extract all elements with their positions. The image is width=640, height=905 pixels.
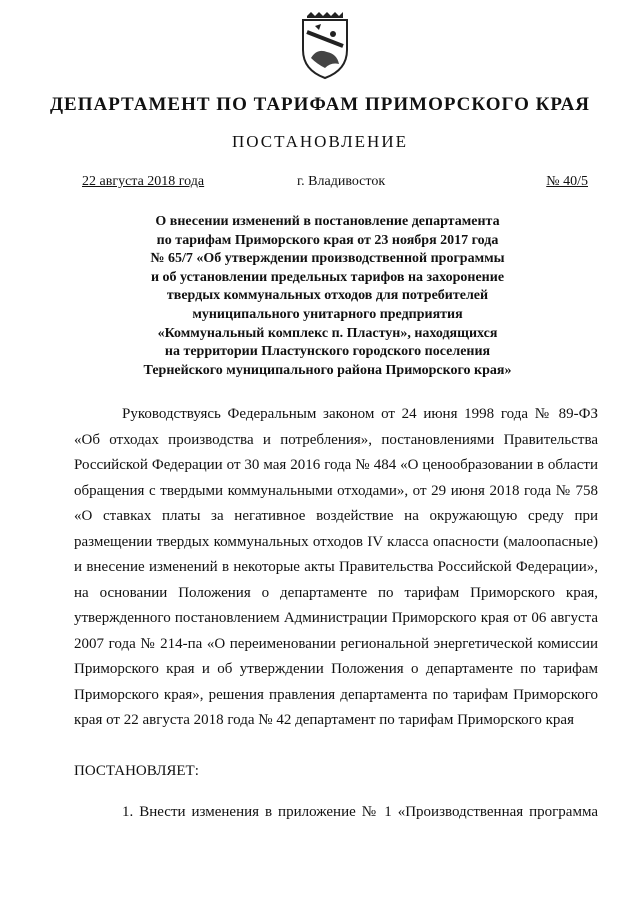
subject-line: твердых коммунальных отходов для потребителей: [166, 288, 489, 304]
preamble-paragraph: Руководствуясь Федеральным законом от 24 июня 1998 года № 89-ФЗ «Об отходах производства и потребления», постановлениями Правительства Российской Федерации от 30 мая 2016 года № 484 «О ценообразовании в области обращения с твердыми коммунальными отходами», от 29 июня 2018 года № 758 «О ставках платы за негативное воздействие на окружающую среду при размещении твердых коммунальных отходов IV класса опасности (малоопасные) и внесение изменений в некоторые акты Правительства Российской Федерации», на основании Положения о департаменте по тарифам Приморского края, утвержденного постановлением Администрации Приморского края от 06 августа 2007 года № 214-па «О переименовании региональной энергетической комиссии Приморского края и об утверждении Положения о департаменте по тарифам Приморского края», решения правления департамента по тарифам Приморского края от 22 августа 2018 года № 42 департамент по тарифам Приморского края: [74, 406, 598, 728]
subject-line: по тарифам Приморского края от 23 ноября 2017 года: [156, 232, 499, 248]
coat-of-arms-icon: [297, 12, 353, 80]
subject-line: муниципального унитарного предприятия: [192, 306, 463, 322]
decree-item-1: 1. Внести изменения в приложение № 1 «Производственная программа: [122, 804, 598, 820]
document-city: г. Владивосток: [297, 174, 386, 189]
subject-line: на территории Пластунского городского поселения: [164, 344, 491, 360]
subject-line: Тернейского муниципального района Приморского края»: [143, 362, 512, 378]
document-date: 22 августа 2018 года: [82, 174, 205, 189]
document-subject: [80, 213, 575, 380]
subject-line: и об установлении предельных тарифов на захоронение: [150, 269, 505, 285]
decree-heading: ПОСТАНОВЛЯЕТ:: [74, 763, 199, 779]
subject-line: № 65/7 «Об утверждении производственной программы: [150, 251, 505, 267]
document-number: № 40/5: [546, 174, 588, 189]
agency-name: ДЕПАРТАМЕНТ ПО ТАРИФАМ ПРИМОРСКОГО КРАЯ: [49, 94, 591, 115]
document-type: ПОСТАНОВЛЕНИЕ: [231, 132, 408, 151]
subject-line: О внесении изменений в постановление департамента: [155, 214, 500, 229]
subject-line: «Коммунальный комплекс п. Пластун», находящихся: [157, 325, 498, 341]
